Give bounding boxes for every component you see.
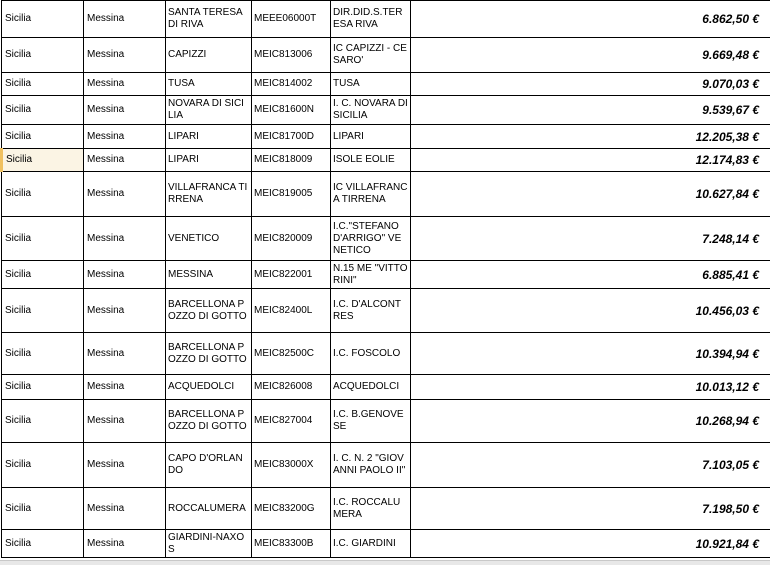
region-cell[interactable]: Sicilia	[2, 488, 84, 530]
amount-cell[interactable]: 9.669,48 €	[411, 38, 770, 73]
region-cell[interactable]: Sicilia	[2, 149, 84, 172]
region-cell[interactable]: Sicilia	[2, 261, 84, 289]
amount-cell[interactable]: 10.268,94 €	[411, 400, 770, 443]
comune-cell[interactable]: GIARDINI-NAXOS	[166, 530, 252, 558]
amount-cell[interactable]: 10.394,94 €	[411, 333, 770, 375]
school-code-cell[interactable]: MEIC81600N	[252, 96, 331, 125]
amount-cell[interactable]: 9.539,67 €	[411, 96, 770, 125]
province-cell[interactable]: Messina	[84, 333, 166, 375]
table-row	[2, 443, 770, 488]
table-row	[2, 96, 770, 125]
school-code-cell[interactable]: MEIC81700D	[252, 125, 331, 149]
comune-cell[interactable]: BARCELLONA POZZO DI GOTTO	[166, 333, 252, 375]
table-body	[2, 1, 770, 558]
comune-cell[interactable]: VENETICO	[166, 217, 252, 261]
table-row	[2, 261, 770, 289]
region-cell[interactable]: Sicilia	[2, 1, 84, 38]
comune-cell[interactable]: BARCELLONA POZZO DI GOTTO	[166, 289, 252, 333]
comune-cell[interactable]: CAPIZZI	[166, 38, 252, 73]
table-row	[2, 375, 770, 400]
school-code-cell[interactable]: MEIC818009	[252, 149, 331, 172]
school-name-cell[interactable]: ACQUEDOLCI	[331, 375, 411, 400]
school-name-cell[interactable]: DIR.DID.S.TERESA RIVA	[331, 1, 411, 38]
province-cell[interactable]: Messina	[84, 96, 166, 125]
school-name-cell[interactable]: TUSA	[331, 73, 411, 96]
amount-cell[interactable]: 10.921,84 €	[411, 530, 770, 558]
province-cell[interactable]: Messina	[84, 125, 166, 149]
amount-cell[interactable]: 9.070,03 €	[411, 73, 770, 96]
amount-cell[interactable]: 12.205,38 €	[411, 125, 770, 149]
comune-cell[interactable]: VILLAFRANCA TIRRENA	[166, 172, 252, 217]
region-cell[interactable]: Sicilia	[2, 38, 84, 73]
comune-cell[interactable]: LIPARI	[166, 125, 252, 149]
region-cell[interactable]: Sicilia	[2, 96, 84, 125]
province-cell[interactable]: Messina	[84, 488, 166, 530]
province-cell[interactable]: Messina	[84, 172, 166, 217]
region-cell[interactable]: Sicilia	[2, 443, 84, 488]
province-cell[interactable]: Messina	[84, 400, 166, 443]
province-cell[interactable]: Messina	[84, 289, 166, 333]
comune-cell[interactable]: MESSINA	[166, 261, 252, 289]
region-cell[interactable]: Sicilia	[2, 125, 84, 149]
school-name-cell[interactable]: I.C. ROCCALUMERA	[331, 488, 411, 530]
school-name-cell[interactable]: I.C. GIARDINI	[331, 530, 411, 558]
amount-cell[interactable]: 6.862,50 €	[411, 1, 770, 38]
school-code-cell[interactable]: MEIC826008	[252, 375, 331, 400]
school-code-cell[interactable]: MEIC820009	[252, 217, 331, 261]
province-cell[interactable]: Messina	[84, 73, 166, 96]
school-code-cell[interactable]: MEIC83300B	[252, 530, 331, 558]
comune-cell[interactable]: ROCCALUMERA	[166, 488, 252, 530]
school-name-cell[interactable]: I. C. N. 2 "GIOVANNI PAOLO II"	[331, 443, 411, 488]
school-code-cell[interactable]: MEIC822001	[252, 261, 331, 289]
table-row	[2, 1, 770, 38]
province-cell[interactable]: Messina	[84, 149, 166, 172]
comune-cell[interactable]: TUSA	[166, 73, 252, 96]
region-cell[interactable]: Sicilia	[2, 375, 84, 400]
table-row	[2, 73, 770, 96]
comune-cell[interactable]: BARCELLONA POZZO DI GOTTO	[166, 400, 252, 443]
region-cell[interactable]: Sicilia	[2, 333, 84, 375]
school-code-cell[interactable]: MEIC813006	[252, 38, 331, 73]
province-cell[interactable]: Messina	[84, 217, 166, 261]
table-row	[2, 289, 770, 333]
sheet-bottom-edge	[0, 560, 770, 565]
region-cell[interactable]: Sicilia	[2, 73, 84, 96]
table-row	[2, 488, 770, 530]
school-name-cell[interactable]: I.C. FOSCOLO	[331, 333, 411, 375]
comune-cell[interactable]: SANTA TERESA DI RIVA	[166, 1, 252, 38]
amount-cell[interactable]: 10.456,03 €	[411, 289, 770, 333]
school-code-cell[interactable]: MEEE06000T	[252, 1, 331, 38]
school-code-cell[interactable]: MEIC827004	[252, 400, 331, 443]
school-code-cell[interactable]: MEIC819005	[252, 172, 331, 217]
school-name-cell[interactable]: I.C."STEFANO D'ARRIGO" VENETICO	[331, 217, 411, 261]
table-row	[2, 172, 770, 217]
school-name-cell[interactable]: IC VILLAFRANCA TIRRENA	[331, 172, 411, 217]
region-cell[interactable]: Sicilia	[2, 530, 84, 558]
amount-cell[interactable]: 10.013,12 €	[411, 375, 770, 400]
school-name-cell[interactable]: N.15 ME "VITTORINI"	[331, 261, 411, 289]
school-code-cell[interactable]: MEIC82500C	[252, 333, 331, 375]
province-cell[interactable]: Messina	[84, 261, 166, 289]
province-cell[interactable]: Messina	[84, 38, 166, 73]
school-code-cell[interactable]: MEIC814002	[252, 73, 331, 96]
province-cell[interactable]: Messina	[84, 443, 166, 488]
school-code-cell[interactable]: MEIC83200G	[252, 488, 331, 530]
amount-cell[interactable]: 6.885,41 €	[411, 261, 770, 289]
amount-cell[interactable]: 7.103,05 €	[411, 443, 770, 488]
amount-cell[interactable]: 7.248,14 €	[411, 217, 770, 261]
region-cell[interactable]: Sicilia	[2, 400, 84, 443]
province-cell[interactable]: Messina	[84, 530, 166, 558]
table-row	[2, 38, 770, 73]
school-name-cell[interactable]: I. C. NOVARA DI SICILIA	[331, 96, 411, 125]
amount-cell[interactable]: 10.627,84 €	[411, 172, 770, 217]
table-row	[2, 217, 770, 261]
amount-cell[interactable]: 12.174,83 €	[411, 149, 770, 172]
comune-cell[interactable]: CAPO D'ORLANDO	[166, 443, 252, 488]
region-cell[interactable]: Sicilia	[2, 217, 84, 261]
school-code-cell[interactable]: MEIC82400L	[252, 289, 331, 333]
amount-cell[interactable]: 7.198,50 €	[411, 488, 770, 530]
school-name-cell[interactable]: ISOLE EOLIE	[331, 149, 411, 172]
school-code-cell[interactable]: MEIC83000X	[252, 443, 331, 488]
table-row	[2, 125, 770, 149]
province-cell[interactable]: Messina	[84, 375, 166, 400]
province-cell[interactable]: Messina	[84, 1, 166, 38]
table-row	[2, 149, 770, 172]
school-name-cell[interactable]: LIPARI	[331, 125, 411, 149]
comune-cell[interactable]: LIPARI	[166, 149, 252, 172]
school-name-cell[interactable]: I.C. D'ALCONTRES	[331, 289, 411, 333]
region-cell[interactable]: Sicilia	[2, 172, 84, 217]
table-row	[2, 400, 770, 443]
school-name-cell[interactable]: IC CAPIZZI - CESARO'	[331, 38, 411, 73]
table-row	[2, 530, 770, 558]
table-row	[2, 333, 770, 375]
region-cell[interactable]: Sicilia	[2, 289, 84, 333]
comune-cell[interactable]: NOVARA DI SICILIA	[166, 96, 252, 125]
comune-cell[interactable]: ACQUEDOLCI	[166, 375, 252, 400]
school-name-cell[interactable]: I.C. B.GENOVESE	[331, 400, 411, 443]
